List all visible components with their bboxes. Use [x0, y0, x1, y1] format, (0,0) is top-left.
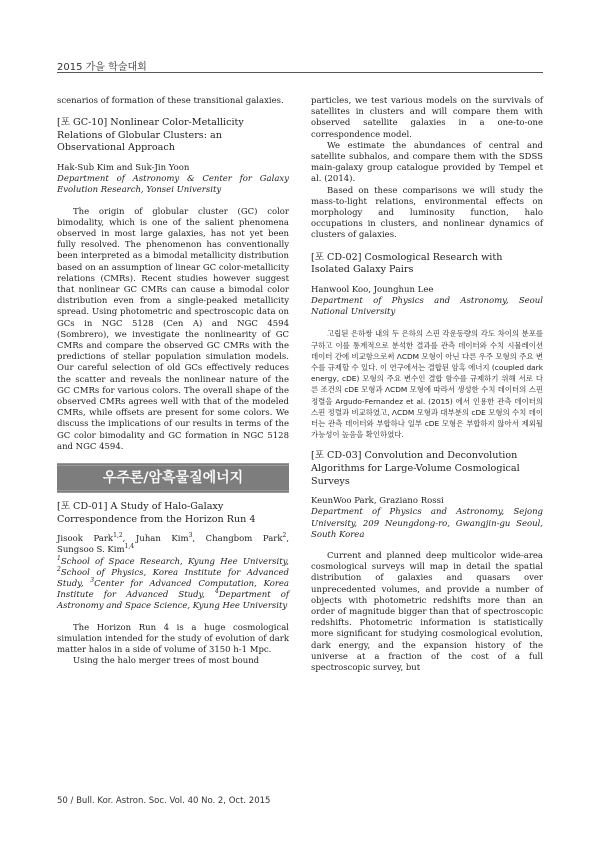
abstract-body-cd01-p2: Using the halo merger trees of most bound — [73, 656, 260, 667]
affiliation-gc10: Department of Astronomy & Center for Galaxy Evolution Research, Yonsei University — [57, 174, 289, 196]
running-header: 2015 가을 학술대회 — [57, 62, 147, 73]
left-column — [57, 96, 289, 667]
affiliation-cd03: Department of Physics and Astronomy, Sejong University, 209 Neungdong-ro, Gwangjin-gu Seoul, South Korea — [311, 507, 543, 540]
abstract-title-cd02: [포 CD-02] Cosmological Research with Isolated Galaxy Pairs — [311, 251, 503, 276]
abstract-body-cd02: 고립된 은하쌍 내의 두 은하의 스핀 각운동량의 각도 차이의 분포를 구하고 이를 통계적으로 분석한 결과를 관측 데이터와 수치 시뮬레이션 데이터 간에 비교함으로써 ΛCDM 모형이 아닌 다른 우주 모형의 주요 변수를 규제할 수 있다. 이 연구에서는 결합된 암흑 에너지 (coupled dark energy, cDE) 모형의 주요 변수인 결합 함수를 규제하기 위해 서로 다른 조건의 cDE 모형과 ΛCDM 모형에 따라서 생성한 수치 데이터의 스핀 정렬을 Argudo-Fernandez et al. (2015) 에서 인용한 관측 데이터의 스핀 정렬과 비교하였고, ΛCDM 모형과 대부분의 cDE 모형의 수치 데이터는 관측 데이터와 부합하나 일부 cDE 모형은 부합하지 않아서 제외될 가능성이 높음을 확인하였다. — [311, 329, 543, 440]
continued-text-p2: We estimate the abundances of central and satellite subhalos, and compare them with the SDSS main-galaxy group catalogue provided by Tempel et al. (2014). — [311, 140, 543, 185]
continued-text-p3: Based on these comparisons we will study the mass-to-light relations, environmental effects on morphology and luminosity function, halo occupations in clusters, and nonlinear dynamics of clusters of galaxies. — [311, 185, 543, 241]
authors-gc10: Hak-Sub Kim and Suk-Jin Yoon — [57, 162, 190, 173]
right-column — [311, 96, 543, 674]
section-banner: 우주론/암흑물질에너지 — [57, 463, 289, 493]
carry-over-text: scenarios of formation of these transitional galaxies. — [57, 96, 284, 106]
authors-cd02: Hanwool Koo, Jounghun Lee — [311, 284, 434, 295]
authors-cd01: Jisook Park$^{1,2}$, Juhan Kim$^3$, Changbom Park$^2$, Sungsoo S. Kim$^{1,4}$ — [57, 532, 290, 556]
header-rule — [57, 72, 543, 73]
continued-text-p1: particles, we test various models on the survivals of satellites in clusters and will compare them with observed satellite galaxies in a one-to-one correspondence model. — [311, 96, 543, 140]
affiliation-cd02: Department of Physics and Astronomy, Seoul National University — [311, 296, 543, 318]
abstract-body-cd01-p1: The Horizon Run 4 is a huge cosmological simulation intended for the study of evolution of dark matter halos in a side of volume of 3150 h-1 Mpc. — [57, 622, 289, 656]
abstract-title-cd01: [포 CD-01] A Study of Halo-Galaxy Correspondence from the Horizon Run 4 — [57, 501, 256, 525]
abstract-title-cd03: [포 CD-03] Convolution and Deconvolution Algorithms for Large-Volume Cosmological Surveys — [311, 450, 520, 487]
affiliation-cd01: $^1$School of Space Research, Kyung Hee University, $^2$School of Physics, Korea Institute for Advanced Study, $^3$Center for Advanced Computation, Korea Institute for Advanced Study, $^4$Department of Astronomy and Space Science, Kyung Hee University — [57, 554, 290, 612]
abstract-title-gc10: [포 GC-10] Nonlinear Color-Metallicity Relations of Globular Clusters: an Observational Approach — [57, 117, 244, 154]
authors-cd03: KeunWoo Park, Graziano Rossi — [311, 496, 444, 507]
abstract-body-cd03: Current and planned deep multicolor wide-area cosmological surveys will map in detail the spatial distribution of galaxies and quasars over unprecedented volumes, and provide a number of objects with photometric redshifts more than an order of magnitude bigger than that of spectroscopic redshifts. Photometric information is statistically more significant for studying cosmological evolution, dark energy, and the expansion history of the universe at a fraction of the cost of a full spectroscopic survey, but — [311, 551, 543, 674]
page-footer: 50 / Bull. Kor. Astron. Soc. Vol. 40 No. 2, Oct. 2015 — [57, 796, 271, 806]
abstract-body-gc10: The origin of globular cluster (GC) color bimodality, which is one of the salient phenomena observed in most large galaxies, has not yet been fully resolved. The phenomenon has conventionally been interpreted as a bimodal metallicity distribution based on an assumption of linear GC color-metallicity relations (CMRs). Recent studies however suggest that nonlinear GC CMRs can cause a bimodal color distribution even from a single-peaked metallicity spread. Using photometric and spectroscopic data on GCs in NGC 5128 (Cen A) and NGC 4594 (Sombrero), we investigate the nonlinearity of GC CMRs and compare the observed GC CMRs with the predictions of stellar population simulation models. Our careful selection of old GCs effectively reduces the scatter and reveals the nonlinear nature of the GC CMRs for various colors. The overall shape of the observed CMRs agrees well with that of the modeled CMRs, while offsets are present for some colors. We discuss the implications of our results in terms of the GC color bimodality and GC formation in NGC 5128 and NGC 4594. — [57, 206, 289, 452]
